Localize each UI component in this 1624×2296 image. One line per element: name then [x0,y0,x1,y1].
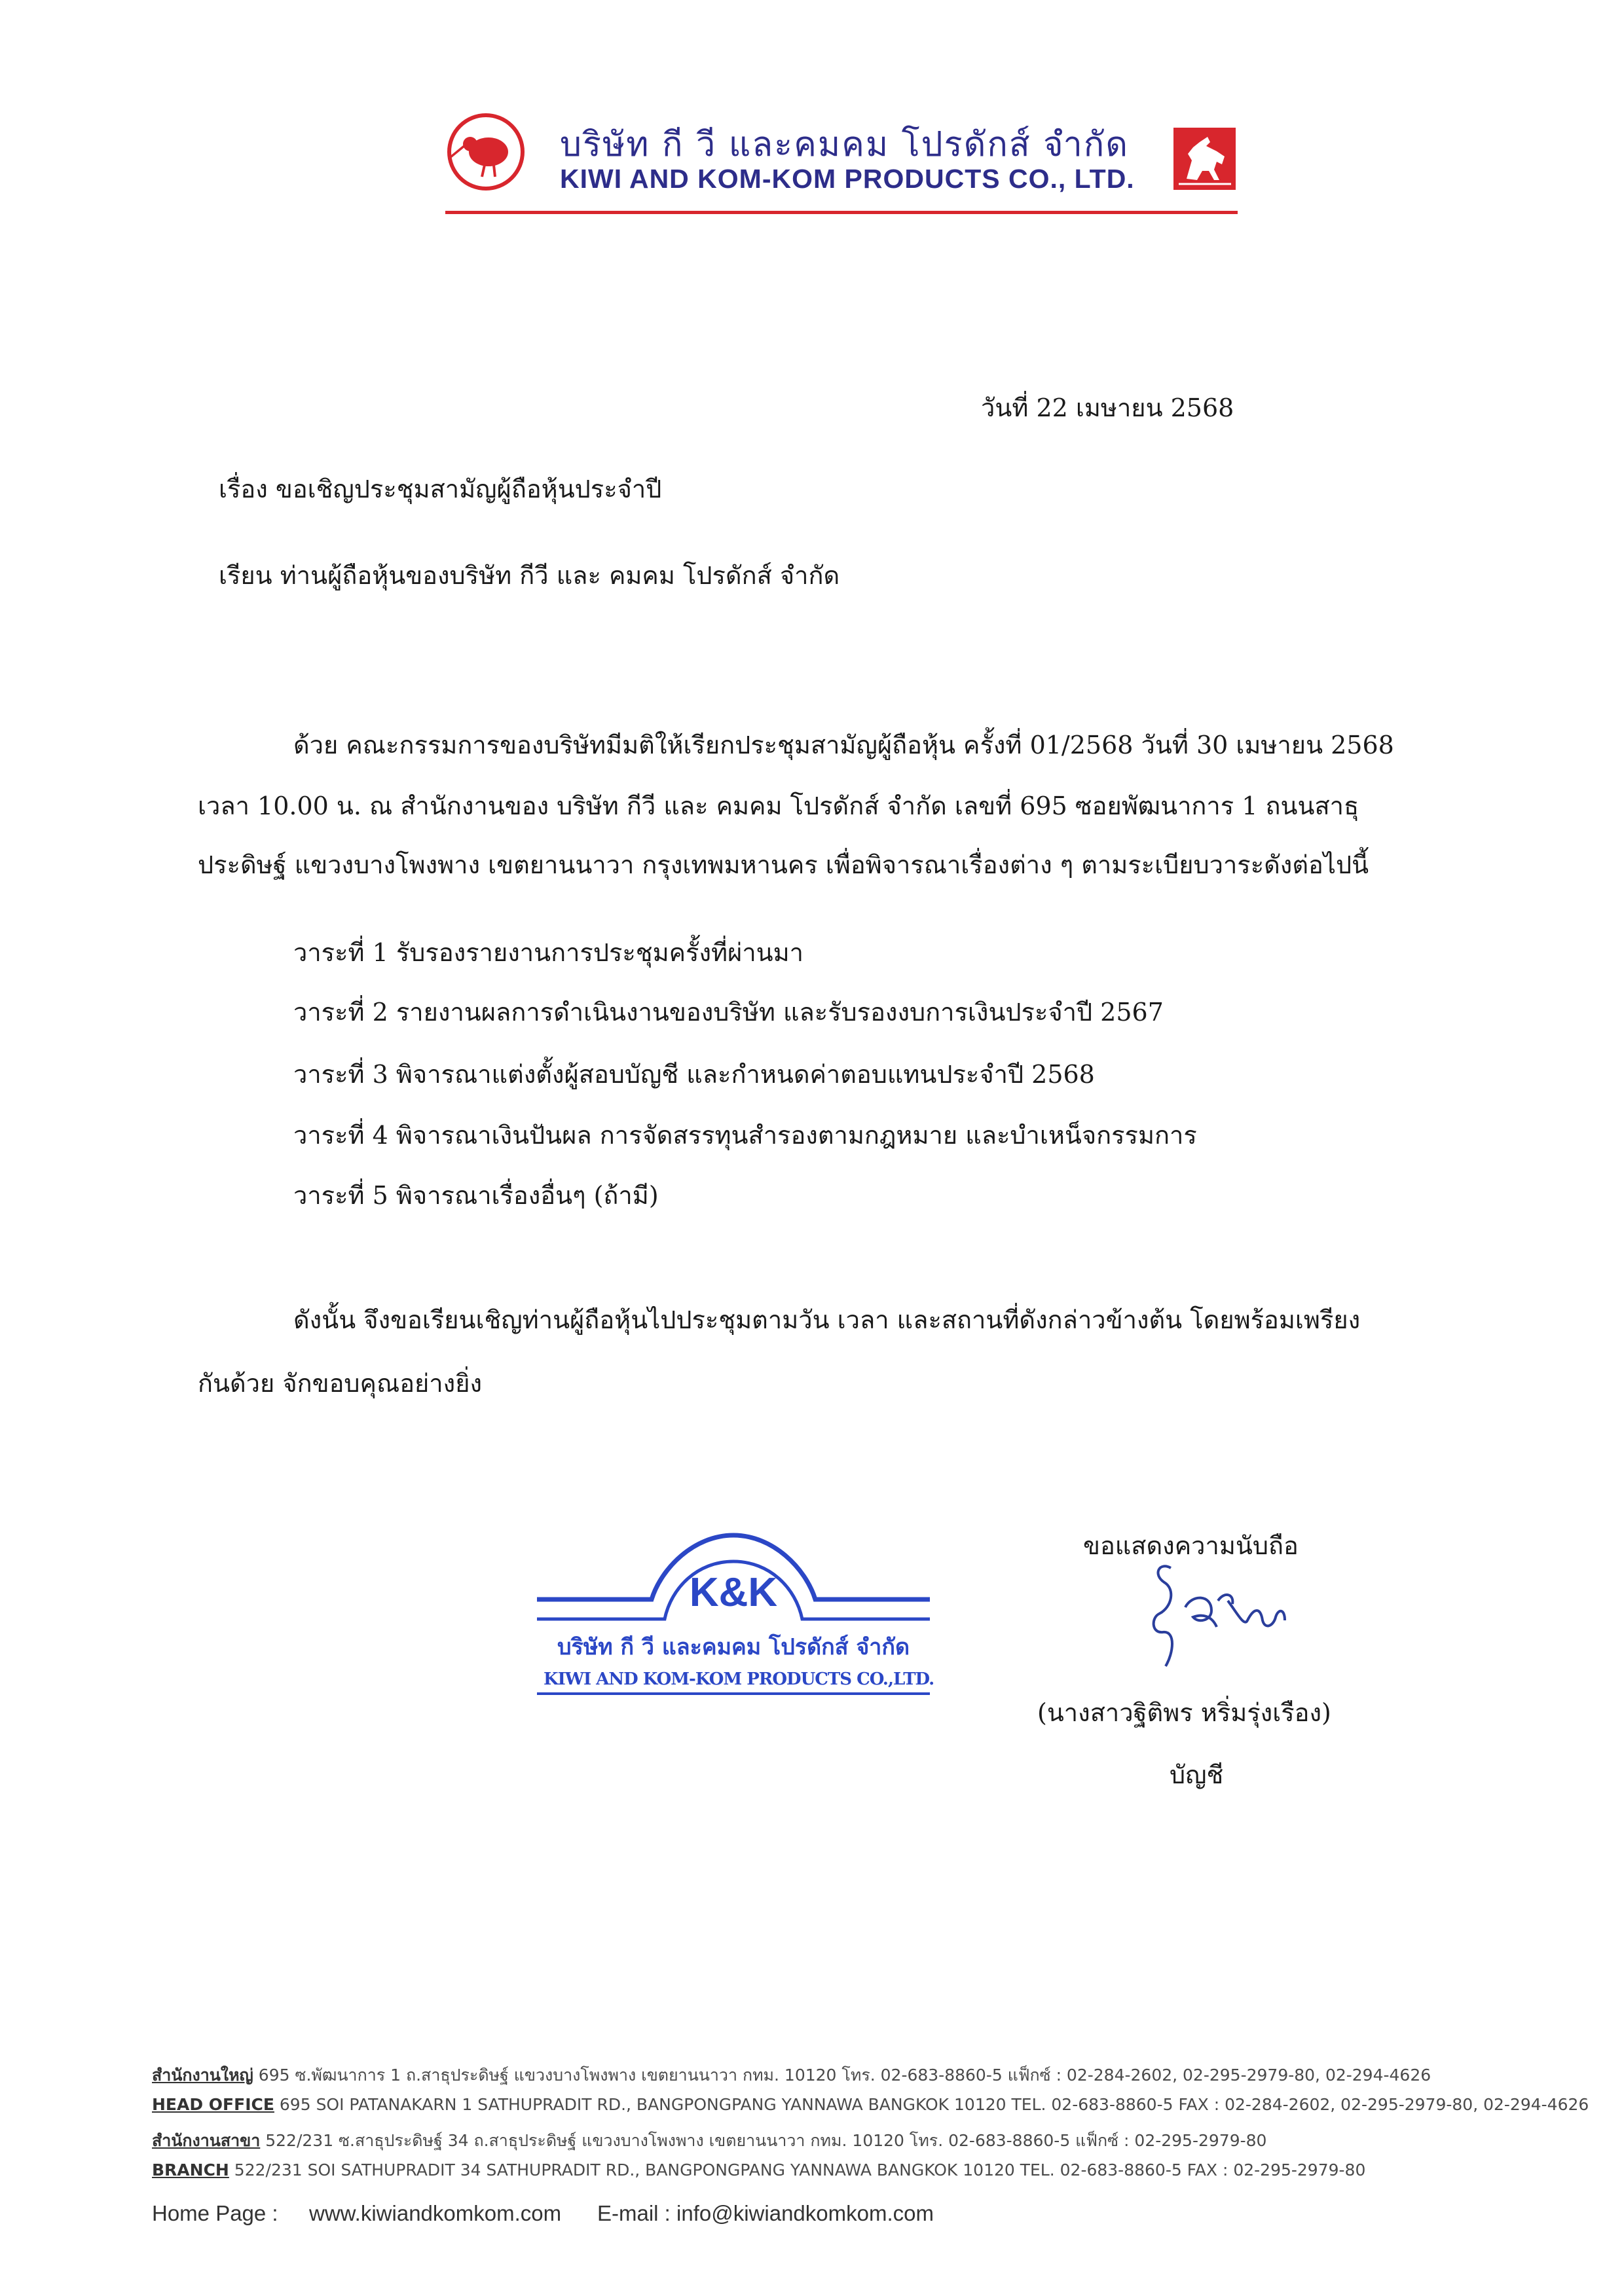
signatory-name: (นางสาวฐิติพร หริ่มรุ่งเรือง) [1037,1698,1331,1727]
letter-subject: เรื่อง ขอเชิญประชุมสามัญผู้ถือหุ้นประจำปี [219,475,662,503]
body-paragraph-1-line-2: เวลา 10.00 น. ณ สำนักงานของ บริษัท กีวี และ คมคม โปรดักส์ จำกัด เลขที่ 695 ซอยพัฒนาการ 1 ถนนสาธุ [198,792,1359,820]
letter-recipient: เรียน ท่านผู้ถือหุ้นของบริษัท กีวี และ คมคม โปรดักส์ จำกัด [219,561,840,590]
company-name-thai: บริษัท กี วี และคมคม โปรดักส์ จำกัด [560,125,1130,164]
stamp-logo-text: K&K [689,1570,778,1615]
home-page-label: Home Page : [152,2201,278,2225]
agenda-item-1: วาระที่ 1 รับรองรายงานการประชุมครั้งที่ผ่านมา [293,938,804,967]
footer-contact [152,2201,934,2226]
body-paragraph-2-line-2: กันด้วย จักขอบคุณอย่างยิ่ง [198,1369,483,1398]
home-page-link[interactable]: www.kiwiandkomkom.com [309,2201,562,2225]
signatory-title: บัญชี [1170,1760,1224,1789]
kiwi-bird-logo-icon [445,111,527,193]
email-link[interactable]: E-mail : info@kiwiandkomkom.com [597,2201,934,2225]
footer-branch-thai [152,2128,1266,2154]
agenda-item-5: วาระที่ 5 พิจารณาเรื่องอื่นๆ (ถ้ามี) [293,1181,659,1210]
body-paragraph-2-line-1: ดังนั้น จึงขอเรียนเชิญท่านผู้ถือหุ้นไปประชุมตามวัน เวลา และสถานที่ดังกล่าวข้างต้น โดยพร้อมเพรียง [293,1305,1361,1334]
footer-label: สำนักงานใหญ่ [152,2066,253,2085]
footer-head-office-english [152,2095,1589,2114]
footer-label: สำนักงานสาขา [152,2131,261,2150]
footer-text: 522/231 ซ.สาธุประดิษฐ์ 34 ถ.สาธุประดิษฐ์ แขวงบางโพงพาง เขตยานนาวา กทม. 10120 โทร. 02-683-8860-5 แฟ็กซ์ : 02-295-2979-80 [260,2131,1267,2150]
footer-branch-english [152,2160,1365,2179]
company-name-english: KIWI AND KOM-KOM PRODUCTS CO., LTD. [560,164,1135,194]
agenda-item-3: วาระที่ 3 พิจารณาแต่งตั้งผู้สอบบัญชี และกำหนดค่าตอบแทนประจำปี 2568 [293,1060,1095,1089]
body-paragraph-1-line-1: ด้วย คณะกรรมการของบริษัทมีมติให้เรียกประชุมสามัญผู้ถือหุ้น ครั้งที่ 01/2568 วันที่ 30 เมษายน 2568 [293,731,1394,759]
body-paragraph-1-line-3: ประดิษฐ์ แขวงบางโพงพาง เขตยานนาวา กรุงเทพมหานคร เพื่อพิจารณาเรื่องต่าง ๆ ตามระเบียบวาระดังต่อไปนี้ [198,850,1369,879]
letterhead-divider [445,211,1238,214]
handwritten-signature [1113,1555,1310,1676]
letter-date: วันที่ 22 เมษายน 2568 [981,393,1234,422]
footer-text: 695 ซ.พัฒนาการ 1 ถ.สาธุประดิษฐ์ แขวงบางโพงพาง เขตยานนาวา กทม. 10120 โทร. 02-683-8860-5 แฟ็กซ์ : 02-284-2602, 02-295-2979-80, 02-294-4626 [253,2066,1431,2085]
stamp-company-thai: บริษัท กี วี และคมคม โปรดักส์ จำกัด [557,1634,910,1660]
footer-label: HEAD OFFICE [152,2095,274,2114]
horse-logo-icon [1173,128,1236,190]
footer-text: 695 SOI PATANAKARN 1 SATHUPRADIT RD., BANGPONGPANG YANNAWA BANGKOK 10120 TEL. 02-683-8860-5 FAX : 02-284-2602, 02-295-2979-80, 02-294-4626 [274,2095,1589,2114]
agenda-item-4: วาระที่ 4 พิจารณาเงินปันผล การจัดสรรทุนสำรองตามกฎหมาย และบำเหน็จกรรมการ [293,1121,1197,1150]
footer-text: 522/231 SOI SATHUPRADIT 34 SATHUPRADIT RD., BANGPONGPANG YANNAWA BANGKOK 10120 TEL. 02-683-8860-5 FAX : 02-295-2979-80 [229,2160,1366,2179]
closing-regards: ขอแสดงความนับถือ [1083,1531,1299,1560]
agenda-item-2: วาระที่ 2 รายงานผลการดำเนินงานของบริษัท และรับรองงบการเงินประจำปี 2567 [293,998,1164,1027]
footer-head-office-thai [152,2062,1431,2088]
stamp-company-english: KIWI AND KOM-KOM PRODUCTS CO.,LTD. [544,1669,934,1689]
footer-label: BRANCH [152,2160,229,2179]
